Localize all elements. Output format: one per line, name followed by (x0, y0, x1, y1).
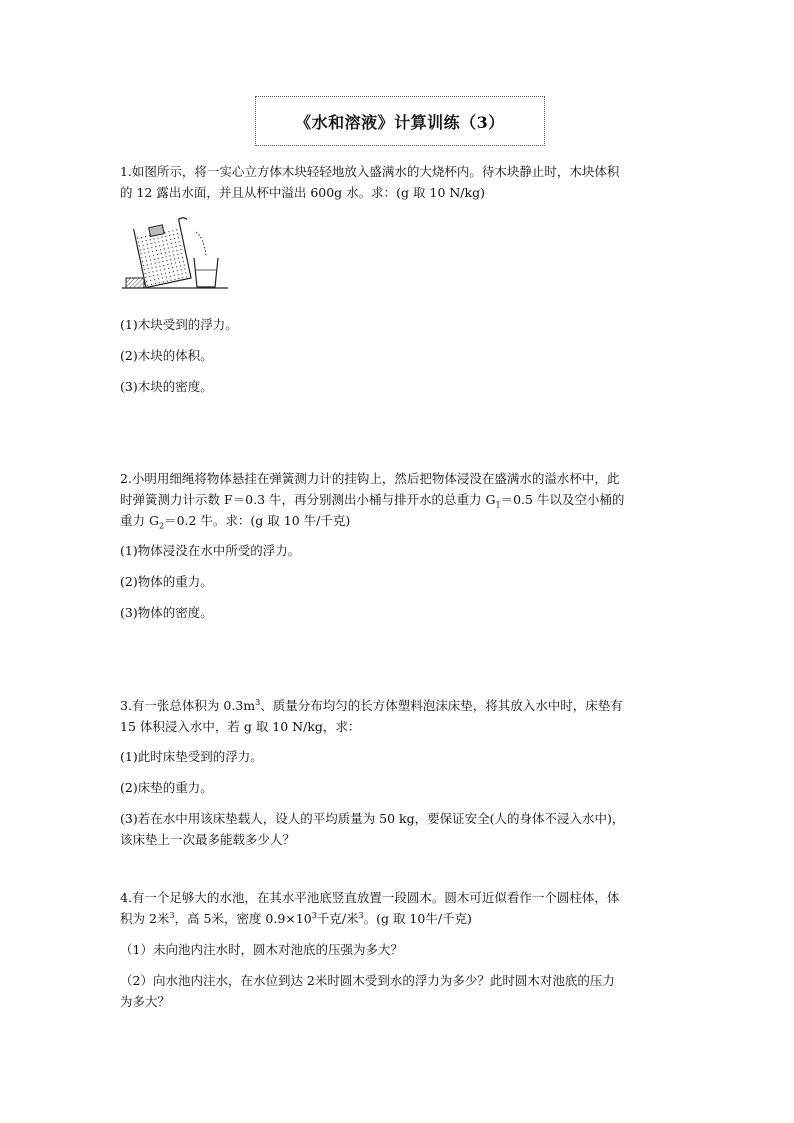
q4-line1: 4.有一个足够大的水池，在其水平池底竖直放置一段圆木。圆木可近似看作一个圆柱体，体 (120, 890, 620, 905)
q4-part1: （1）未向池内注水时，圆木对池底的压强为多大？ (120, 942, 403, 957)
q2-part2: (2)物体的重力。 (120, 574, 213, 589)
q3-part3-line2: 该床垫上一次最多能载多少人？ (120, 832, 296, 847)
beaker (133, 217, 198, 288)
beaker-figure (120, 212, 230, 294)
q2-line3: 重力 $G_2=0.2$ 牛。求：(g 取 10 牛/千克) (120, 513, 351, 531)
q1-part2: (2)木块的体积。 (120, 348, 213, 363)
small-cup (194, 258, 218, 287)
support-block (126, 278, 144, 288)
q3-part3-line1: (3)若在水中用该床垫载人，设人的平均质量为 50 kg，要保证安全(人的身体不浸入水中)， (120, 811, 625, 826)
page-title: 《水和溶液》计算训练（3） (295, 112, 505, 132)
q4-part2-line1: （2）向水池内注水，在水位到达 2米时圆木受到水的浮力为多少？此时圆木对池底的压力 (120, 973, 615, 988)
q2-line2: 时弹簧测力计示数 F＝0.3 牛，再分别测出小桶与排开水的总重力 $G_1=0.5$ 牛以及空小桶的 (120, 492, 625, 510)
title-box (255, 96, 545, 146)
q3-part2: (2)床垫的重力。 (120, 780, 213, 795)
q3-line2: 15 体积浸入水中，若 g 取 10 N/kg，求： (120, 719, 361, 734)
q3-part1: (1)此时床垫受到的浮力。 (120, 749, 263, 764)
overflow-stream (196, 232, 206, 256)
q2-part1: (1)物体浸没在水中所受的浮力。 (120, 543, 301, 558)
q2-line1: 2.小明用细绳将物体悬挂在弹簧测力计的挂钩上，然后把物体浸没在盛满水的溢水杯中，此 (120, 471, 620, 486)
q1-line2: 的 12 露出水面，并且从杯中溢出 600g 水。求：(g 取 10 N/kg) (120, 185, 485, 200)
q1-line1: 1.如图所示，将一实心立方体木块轻轻地放入盛满水的大烧杯内。待木块静止时，木块体积 (120, 164, 620, 179)
q2-part3: (3)物体的密度。 (120, 605, 213, 620)
q1-part1: (1)木块受到的浮力。 (120, 317, 238, 332)
q4-line2: 积为 2米$^3$，高 5米，密度 $0.9\times 10^3$千克/米$^3$。(g 取 10牛/千克) (120, 910, 472, 926)
q4-part2-line2: 为多大？ (120, 994, 171, 1009)
q3-line1: 3.有一张总体积为 $0.3m^3$、质量分布均匀的长方体塑料泡沫床垫，将其放入水中时，床垫有 (120, 697, 623, 713)
q1-part3: (3)木块的密度。 (120, 379, 213, 394)
